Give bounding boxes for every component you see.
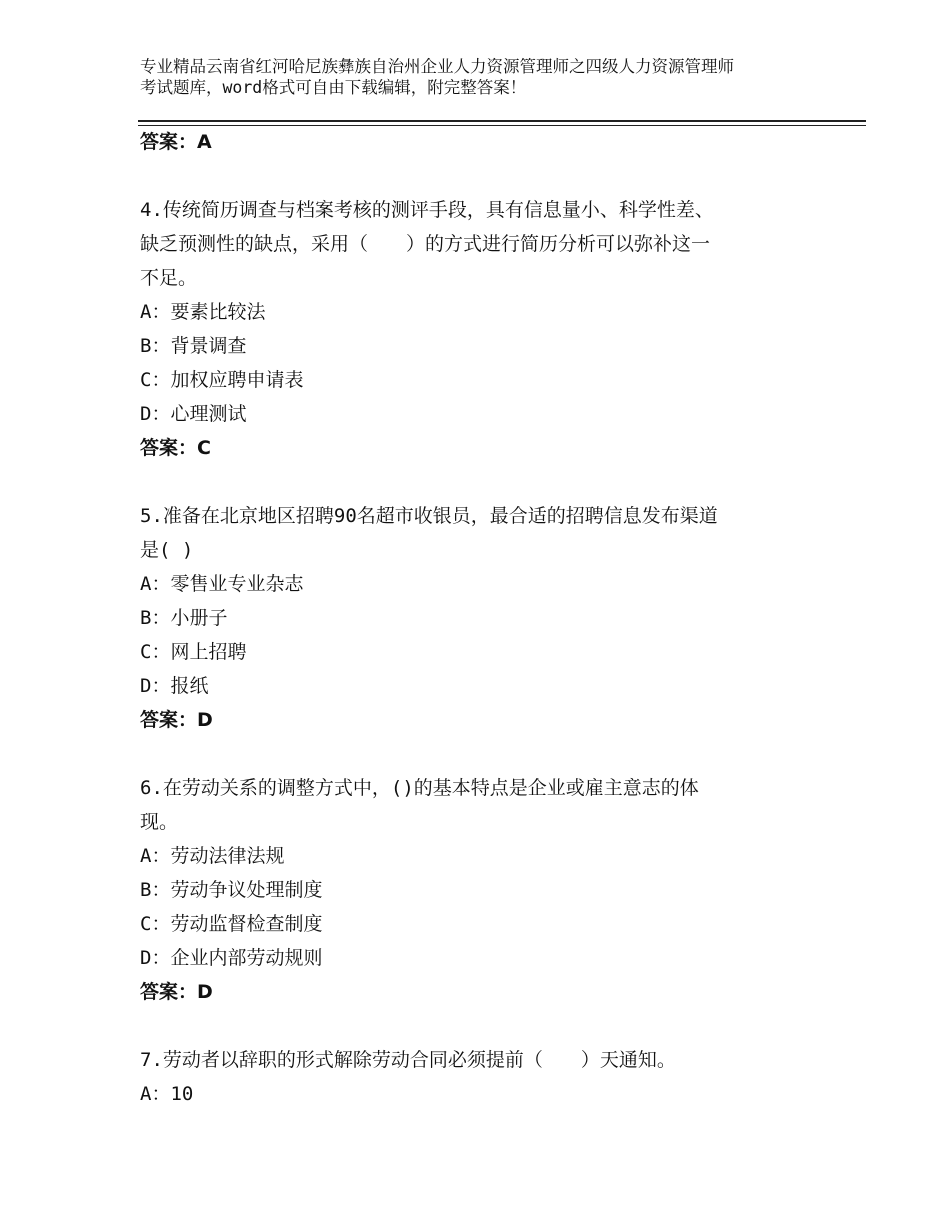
option-d: D：企业内部劳动规则 bbox=[140, 947, 323, 969]
option-d: D：报纸 bbox=[140, 675, 209, 697]
question-text-line: 4.传统简历调查与档案考核的测评手段，具有信息量小、科学性差、 bbox=[140, 199, 714, 221]
answer-label: 答案：C bbox=[140, 437, 211, 459]
option-c: C：劳动监督检查制度 bbox=[140, 913, 323, 935]
document-header bbox=[140, 56, 830, 98]
question-text-line: 6.在劳动关系的调整方式中，()的基本特点是企业或雇主意志的体 bbox=[140, 777, 699, 799]
question-text-line: 是( ) bbox=[140, 539, 194, 561]
spacer bbox=[140, 1009, 840, 1043]
question-text-line: 5.准备在北京地区招聘90名超市收银员，最合适的招聘信息发布渠道 bbox=[140, 505, 718, 527]
option-a: A：劳动法律法规 bbox=[140, 845, 285, 867]
answer-label: 答案：D bbox=[140, 709, 213, 731]
option-a: A：零售业专业杂志 bbox=[140, 573, 304, 595]
question-text-line: 7.劳动者以辞职的形式解除劳动合同必须提前（ ）天通知。 bbox=[140, 1049, 676, 1071]
option-b: B：劳动争议处理制度 bbox=[140, 879, 323, 901]
question-text-line: 缺乏预测性的缺点，采用（ ）的方式进行简历分析可以弥补这一 bbox=[140, 233, 711, 255]
option-a: A：要素比较法 bbox=[140, 301, 266, 323]
spacer bbox=[140, 159, 840, 193]
option-c: C：加权应聘申请表 bbox=[140, 369, 304, 391]
header-divider-thick bbox=[138, 120, 866, 122]
question-text-line: 不足。 bbox=[140, 267, 198, 289]
document-body bbox=[140, 125, 840, 1111]
spacer bbox=[140, 465, 840, 499]
option-b: B：小册子 bbox=[140, 607, 228, 629]
question-5 bbox=[140, 499, 840, 737]
option-d: D：心理测试 bbox=[140, 403, 247, 425]
option-a: A：10 bbox=[140, 1083, 194, 1105]
header-line-2: 考试题库，word格式可自由下载编辑，附完整答案！ bbox=[140, 78, 527, 97]
option-b: B：背景调查 bbox=[140, 335, 247, 357]
question-7 bbox=[140, 1043, 840, 1111]
header-line-1: 专业精品云南省红河哈尼族彝族自治州企业人力资源管理师之四级人力资源管理师 bbox=[140, 57, 734, 76]
answer-label: 答案：D bbox=[140, 981, 213, 1003]
question-6 bbox=[140, 771, 840, 1009]
option-c: C：网上招聘 bbox=[140, 641, 247, 663]
question-4 bbox=[140, 193, 840, 465]
spacer bbox=[140, 737, 840, 771]
question-text-line: 现。 bbox=[140, 811, 179, 833]
answer-label: 答案：A bbox=[140, 131, 212, 153]
